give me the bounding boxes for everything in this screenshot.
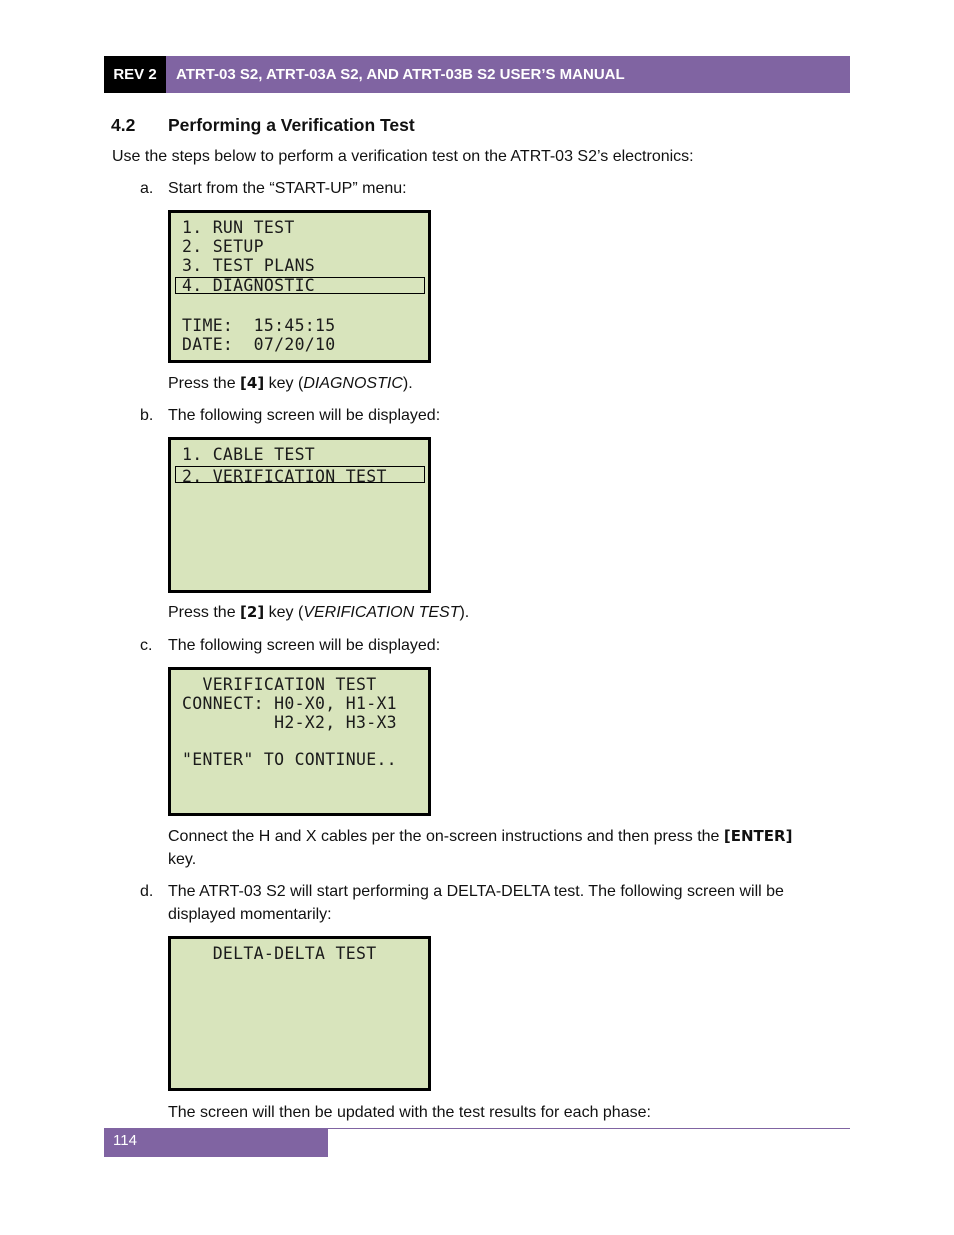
text: Connect the H and X cables per the on-screen instructions and then press the [168, 828, 724, 845]
text: Press the [168, 604, 241, 621]
step-d-text-2: displayed momentarily: [168, 906, 332, 923]
lcd-line: "ENTER" TO CONTINUE.. [182, 750, 397, 769]
intro-paragraph: Use the steps below to perform a verification test on the ATRT-03 S2’s electronics: [112, 148, 694, 165]
revision-label: REV 2 [104, 56, 166, 93]
lcd-line: 3. TEST PLANS [182, 256, 316, 275]
lcd-line: 1. CABLE TEST [182, 445, 316, 464]
lcd-line: VERIFICATION TEST [182, 675, 377, 694]
lcd-line-selected: 4. DIAGNOSTIC [182, 276, 316, 295]
step-b-text: The following screen will be displayed: [168, 407, 441, 424]
lcd-line: 1. RUN TEST [182, 218, 295, 237]
page-header [104, 56, 850, 93]
lcd-diagnostic-menu [168, 437, 431, 593]
key-label: [ENTER] [723, 827, 793, 845]
step-c-instruction-cont: key. [168, 851, 197, 868]
lcd-startup-menu [168, 210, 431, 363]
lcd-delta-delta-screen [168, 936, 431, 1091]
key-label: [4] [240, 374, 265, 392]
section-heading [111, 115, 415, 136]
menu-name: VERIFICATION TEST [303, 604, 460, 621]
step-d-marker: d. [140, 883, 154, 900]
text: Press the [168, 375, 241, 392]
section-number: 4.2 [111, 115, 136, 135]
lcd-line-selected: 2. VERIFICATION TEST [182, 467, 387, 486]
lcd-line: TIME: 15:45:15 [182, 316, 336, 335]
final-paragraph: The screen will then be updated with the test results for each phase: [168, 1104, 651, 1121]
step-a-text: Start from the “START-UP” menu: [168, 180, 407, 197]
menu-name: DIAGNOSTIC [303, 375, 403, 392]
step-c-instruction [168, 825, 792, 848]
lcd-line: DATE: 07/20/10 [182, 335, 336, 354]
manual-title: ATRT-03 S2, ATRT-03A S2, AND ATRT-03B S2 USER’S MANUAL [176, 66, 625, 83]
key-label: [2] [240, 603, 265, 621]
lcd-verification-screen [168, 667, 431, 816]
step-c-text: The following screen will be displayed: [168, 637, 441, 654]
step-b-instruction [168, 601, 469, 624]
lcd-line: H2-X2, H3-X3 [182, 713, 397, 732]
page-number: 114 [104, 1128, 328, 1157]
step-a-marker: a. [140, 180, 154, 197]
step-a-instruction [168, 372, 413, 395]
text: ). [459, 604, 470, 621]
lcd-line: CONNECT: H0-X0, H1-X1 [182, 694, 397, 713]
lcd-line: DELTA-DELTA TEST [182, 944, 377, 963]
text: ). [402, 375, 413, 392]
text: key ( [264, 375, 304, 392]
step-c-marker: c. [140, 637, 153, 654]
text: key ( [264, 604, 304, 621]
lcd-line: 2. SETUP [182, 237, 264, 256]
step-d-text-1: The ATRT-03 S2 will start performing a DELTA-DELTA test. The following screen will be [168, 883, 784, 900]
section-title: Performing a Verification Test [168, 115, 415, 135]
step-b-marker: b. [140, 407, 154, 424]
